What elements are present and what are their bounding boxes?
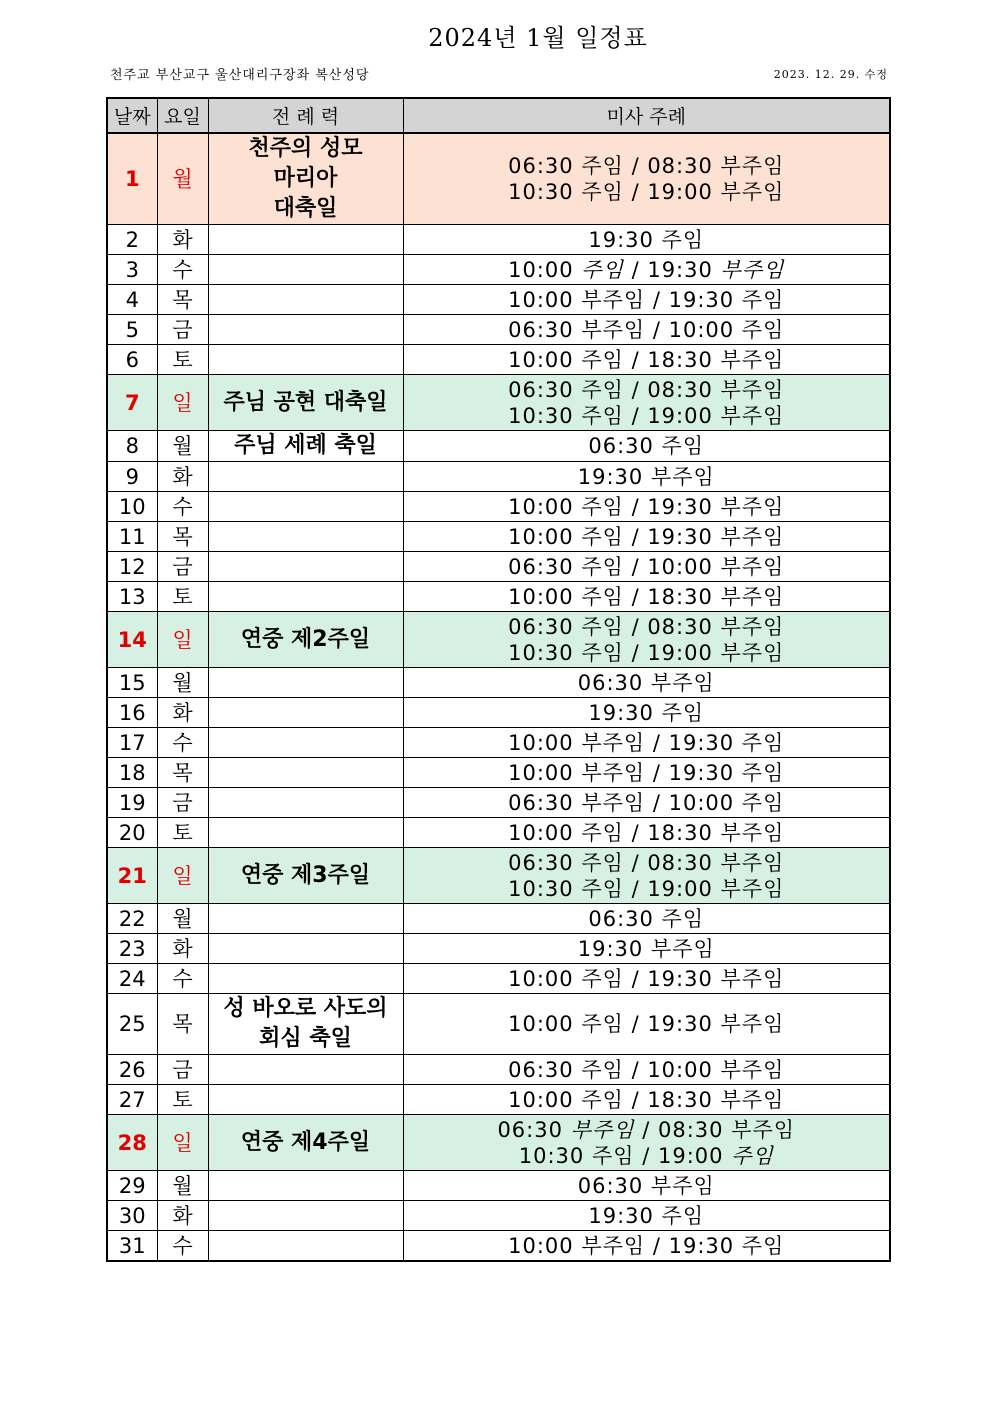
liturgy-cell	[208, 315, 403, 345]
liturgy-cell	[208, 788, 403, 818]
liturgy-cell	[208, 1115, 403, 1171]
table-row	[107, 345, 890, 375]
weekday-cell: 목	[157, 285, 208, 315]
mass-cell	[403, 522, 890, 552]
mass-cell	[403, 904, 890, 934]
mass-line: 19:30 주임	[588, 700, 705, 725]
liturgy-cell	[208, 1231, 403, 1262]
date-cell: 19	[107, 788, 157, 818]
liturgy-cell	[208, 582, 403, 612]
date-cell: 25	[107, 994, 157, 1055]
weekday-cell: 토	[157, 1085, 208, 1115]
mass-token: /	[642, 1117, 651, 1142]
mass-line: 19:30 부주임	[577, 936, 715, 961]
revision-date: 2023. 12. 29. 수정	[773, 68, 888, 81]
date-cell: 13	[107, 582, 157, 612]
date-cell: 9	[107, 462, 157, 492]
liturgy-line: 주님 공현 대축일	[223, 389, 388, 415]
mass-cell	[403, 964, 890, 994]
mass-cell	[403, 225, 890, 255]
mass-cell	[403, 582, 890, 612]
weekday-cell: 목	[157, 522, 208, 552]
weekday-cell: 화	[157, 934, 208, 964]
weekday-cell: 금	[157, 788, 208, 818]
mass-token: 부주임	[720, 257, 785, 282]
date-cell: 11	[107, 522, 157, 552]
mass-line: 10:30 주임 / 19:00 부주임	[508, 876, 785, 901]
date-cell: 18	[107, 758, 157, 788]
mass-cell	[403, 612, 890, 668]
mass-line	[404, 1117, 890, 1143]
mass-cell	[403, 1055, 890, 1085]
mass-line: 06:30 주임	[588, 434, 705, 458]
mass-line	[404, 257, 890, 283]
weekday-cell: 수	[157, 964, 208, 994]
date-cell: 26	[107, 1055, 157, 1085]
mass-cell	[403, 492, 890, 522]
mass-line: 10:00 주임 / 18:30 부주임	[508, 347, 785, 372]
mass-cell	[403, 315, 890, 345]
mass-cell	[403, 1115, 890, 1171]
mass-token: 주임	[581, 257, 624, 282]
mass-line: 06:30 부주임 / 10:00 주임	[508, 790, 785, 815]
date-cell: 5	[107, 315, 157, 345]
date-cell: 4	[107, 285, 157, 315]
mass-line: 10:30 주임 / 19:00 부주임	[508, 403, 785, 428]
date-cell: 14	[107, 612, 157, 668]
date-cell: 16	[107, 698, 157, 728]
weekday-cell: 화	[157, 698, 208, 728]
table-row	[107, 1115, 890, 1171]
weekday-cell: 일	[157, 612, 208, 668]
mass-token: 주임	[591, 1143, 635, 1168]
mass-line: 10:00 주임 / 18:30 부주임	[508, 584, 785, 609]
table-row	[107, 698, 890, 728]
mass-line: 10:00 주임 / 19:30 부주임	[508, 966, 785, 991]
mass-line	[404, 1143, 890, 1169]
weekday-cell: 수	[157, 492, 208, 522]
mass-cell	[403, 462, 890, 492]
liturgy-cell	[208, 1055, 403, 1085]
mass-cell	[403, 818, 890, 848]
header-liturgy: 전 례 력	[208, 98, 403, 133]
mass-cell	[403, 285, 890, 315]
mass-cell	[403, 758, 890, 788]
table-row	[107, 668, 890, 698]
mass-cell	[403, 788, 890, 818]
liturgy-cell	[208, 285, 403, 315]
date-cell: 24	[107, 964, 157, 994]
parish-name: 천주교 부산교구 울산대리구장좌 복산성당	[110, 68, 370, 83]
mass-line: 10:00 부주임 / 19:30 주임	[508, 730, 785, 755]
liturgy-cell	[208, 698, 403, 728]
weekday-cell: 월	[157, 431, 208, 462]
mass-token: 06:30	[497, 1117, 563, 1142]
mass-cell	[403, 934, 890, 964]
table-row	[107, 552, 890, 582]
weekday-cell: 토	[157, 345, 208, 375]
weekday-cell: 일	[157, 1115, 208, 1171]
weekday-cell: 월	[157, 668, 208, 698]
mass-line: 10:00 부주임 / 19:30 주임	[508, 760, 785, 785]
table-row	[107, 964, 890, 994]
mass-token: 19:30	[647, 257, 713, 282]
date-cell: 1	[107, 133, 157, 225]
liturgy-line: 연중 제2주일	[240, 626, 371, 652]
mass-line: 06:30 주임 / 08:30 부주임	[508, 614, 785, 639]
date-cell: 15	[107, 668, 157, 698]
weekday-cell: 금	[157, 552, 208, 582]
date-cell: 30	[107, 1201, 157, 1231]
date-cell: 2	[107, 225, 157, 255]
mass-cell	[403, 698, 890, 728]
table-row	[107, 994, 890, 1055]
table-row	[107, 758, 890, 788]
mass-cell	[403, 1085, 890, 1115]
date-cell: 28	[107, 1115, 157, 1171]
table-row	[107, 612, 890, 668]
date-cell: 12	[107, 552, 157, 582]
date-cell: 3	[107, 255, 157, 285]
liturgy-cell	[208, 255, 403, 285]
table-row	[107, 285, 890, 315]
mass-cell	[403, 1231, 890, 1262]
liturgy-cell	[208, 225, 403, 255]
weekday-cell: 화	[157, 1201, 208, 1231]
table-row	[107, 728, 890, 758]
mass-line: 06:30 주임 / 10:00 부주임	[508, 1057, 785, 1082]
liturgy-line: 성 바오로 사도의	[223, 996, 388, 1021]
table-row	[107, 522, 890, 552]
liturgy-cell	[208, 904, 403, 934]
table-row	[107, 1171, 890, 1201]
weekday-cell: 금	[157, 1055, 208, 1085]
liturgy-cell	[208, 375, 403, 431]
table-row	[107, 1055, 890, 1085]
weekday-cell: 금	[157, 315, 208, 345]
mass-line: 10:30 주임 / 19:00 부주임	[508, 180, 785, 204]
liturgy-cell	[208, 612, 403, 668]
table-row	[107, 934, 890, 964]
mass-cell	[403, 431, 890, 462]
mass-line: 06:30 부주임 / 10:00 주임	[508, 317, 785, 342]
liturgy-cell	[208, 345, 403, 375]
table-row	[107, 904, 890, 934]
mass-line: 06:30 주임 / 08:30 부주임	[508, 377, 785, 402]
mass-token: /	[631, 257, 640, 282]
liturgy-cell	[208, 552, 403, 582]
mass-line: 19:30 주임	[588, 1203, 705, 1228]
mass-line: 06:30 주임	[588, 906, 705, 931]
weekday-cell: 월	[157, 904, 208, 934]
liturgy-cell	[208, 462, 403, 492]
liturgy-line: 마리아	[273, 166, 338, 191]
mass-cell	[403, 1201, 890, 1231]
weekday-cell: 수	[157, 728, 208, 758]
liturgy-line: 회심 축일	[259, 1026, 352, 1051]
table-row	[107, 818, 890, 848]
weekday-cell: 목	[157, 758, 208, 788]
date-cell: 7	[107, 375, 157, 431]
page-title: 2024년 1월 일정표	[428, 24, 648, 52]
mass-line: 06:30 부주임	[577, 1173, 715, 1198]
table-row	[107, 848, 890, 904]
date-cell: 22	[107, 904, 157, 934]
table-row	[107, 431, 890, 462]
mass-line: 19:30 주임	[588, 227, 705, 252]
liturgy-cell	[208, 668, 403, 698]
schedule-table	[106, 97, 891, 1262]
date-cell: 21	[107, 848, 157, 904]
date-cell: 23	[107, 934, 157, 964]
mass-line: 19:30 부주임	[577, 464, 715, 489]
date-cell: 29	[107, 1171, 157, 1201]
mass-cell	[403, 255, 890, 285]
mass-token: 10:30	[518, 1143, 585, 1168]
liturgy-line: 대축일	[273, 196, 338, 221]
mass-line: 10:00 부주임 / 19:30 주임	[508, 287, 785, 312]
mass-line: 10:00 주임 / 19:30 부주임	[508, 494, 785, 519]
weekday-cell: 월	[157, 133, 208, 225]
table-row	[107, 582, 890, 612]
weekday-cell: 수	[157, 1231, 208, 1262]
liturgy-cell	[208, 431, 403, 462]
mass-line: 10:00 부주임 / 19:30 주임	[508, 1233, 785, 1258]
date-cell: 27	[107, 1085, 157, 1115]
liturgy-cell	[208, 522, 403, 552]
weekday-cell: 일	[157, 848, 208, 904]
header-weekday: 요일	[157, 98, 208, 133]
liturgy-line: 천주의 성모	[248, 136, 363, 161]
mass-line: 10:00 주임 / 19:30 부주임	[508, 1012, 785, 1036]
header-mass: 미사 주례	[403, 98, 890, 133]
mass-line: 10:00 주임 / 18:30 부주임	[508, 1087, 785, 1112]
liturgy-cell	[208, 492, 403, 522]
date-cell: 6	[107, 345, 157, 375]
mass-cell	[403, 552, 890, 582]
date-cell: 8	[107, 431, 157, 462]
liturgy-cell	[208, 133, 403, 225]
table-row	[107, 462, 890, 492]
mass-line: 10:30 주임 / 19:00 부주임	[508, 640, 785, 665]
weekday-cell: 화	[157, 225, 208, 255]
weekday-cell: 토	[157, 818, 208, 848]
liturgy-cell	[208, 1171, 403, 1201]
table-row	[107, 492, 890, 522]
mass-token: 10:00	[508, 257, 574, 282]
mass-token: 부주임	[731, 1117, 796, 1142]
weekday-cell: 월	[157, 1171, 208, 1201]
table-row	[107, 255, 890, 285]
table-row	[107, 133, 890, 225]
table-row	[107, 1085, 890, 1115]
table-row	[107, 1231, 890, 1262]
date-cell: 31	[107, 1231, 157, 1262]
mass-line: 06:30 부주임	[577, 670, 715, 695]
mass-line: 10:00 주임 / 18:30 부주임	[508, 820, 785, 845]
mass-line: 06:30 주임 / 10:00 부주임	[508, 554, 785, 579]
mass-cell	[403, 375, 890, 431]
liturgy-cell	[208, 818, 403, 848]
liturgy-line: 주님 세례 축일	[234, 433, 377, 458]
liturgy-cell	[208, 1201, 403, 1231]
mass-cell	[403, 345, 890, 375]
liturgy-cell	[208, 728, 403, 758]
liturgy-cell	[208, 758, 403, 788]
weekday-cell: 목	[157, 994, 208, 1055]
table-row	[107, 225, 890, 255]
mass-token: /	[642, 1143, 651, 1168]
table-row	[107, 315, 890, 345]
table-row	[107, 375, 890, 431]
mass-line: 06:30 주임 / 08:30 부주임	[508, 154, 785, 178]
mass-line: 10:00 주임 / 19:30 부주임	[508, 524, 785, 549]
weekday-cell: 수	[157, 255, 208, 285]
weekday-cell: 토	[157, 582, 208, 612]
date-cell: 10	[107, 492, 157, 522]
weekday-cell: 화	[157, 462, 208, 492]
mass-cell	[403, 133, 890, 225]
mass-cell	[403, 1171, 890, 1201]
date-cell: 17	[107, 728, 157, 758]
mass-token: 부주임	[570, 1117, 635, 1142]
table-row	[107, 1201, 890, 1231]
mass-line: 06:30 주임 / 08:30 부주임	[508, 850, 785, 875]
liturgy-line: 연중 제3주일	[240, 862, 371, 888]
table-row	[107, 788, 890, 818]
liturgy-cell	[208, 934, 403, 964]
mass-cell	[403, 994, 890, 1055]
liturgy-cell	[208, 964, 403, 994]
date-cell: 20	[107, 818, 157, 848]
liturgy-cell	[208, 994, 403, 1055]
mass-cell	[403, 728, 890, 758]
liturgy-cell	[208, 848, 403, 904]
liturgy-line: 연중 제4주일	[240, 1129, 371, 1155]
liturgy-cell	[208, 1085, 403, 1115]
table-header-row	[107, 98, 890, 133]
header-date: 날짜	[107, 98, 157, 133]
mass-cell	[403, 848, 890, 904]
mass-token: 주임	[731, 1143, 774, 1168]
mass-cell	[403, 668, 890, 698]
weekday-cell: 일	[157, 375, 208, 431]
mass-token: 19:00	[657, 1143, 724, 1168]
mass-token: 08:30	[657, 1117, 724, 1142]
